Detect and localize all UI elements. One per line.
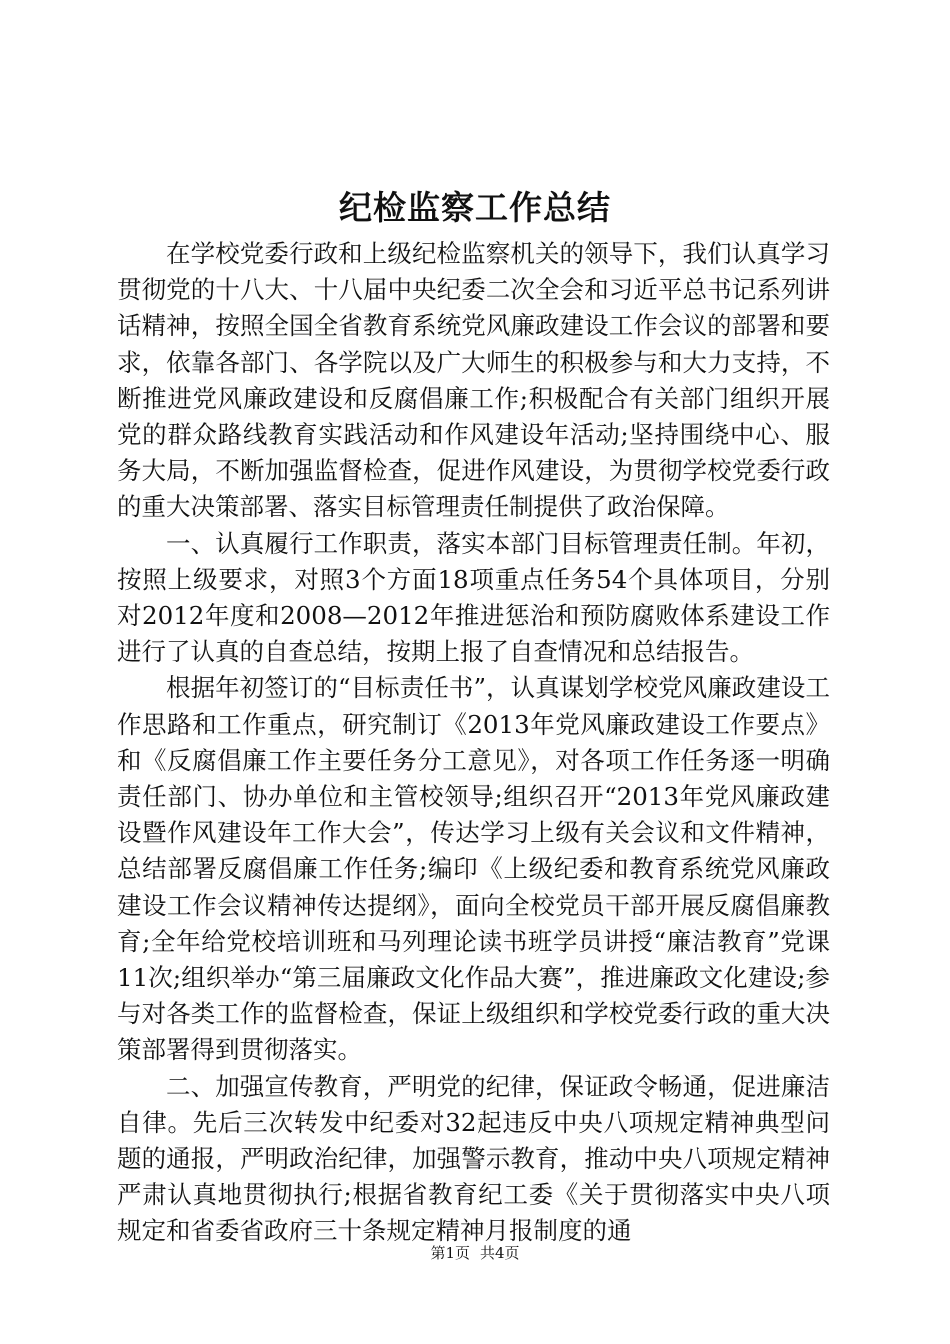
document-body: [117, 236, 830, 1250]
page-number: 第1页: [430, 1244, 470, 1262]
page-footer: [0, 1243, 950, 1263]
paragraph-section-one-detail: 根据年初签订的“目标责任书”，认真谋划学校党风廉政建设工作思路和工作重点，研究制订《2013年党风廉政建设工作要点》和《反腐倡廉工作主要任务分工意见》，对各项工作任务逐一明确责任部门、协办单位和主管校领导;组织召开“2013年党风廉政建设暨作风建设年工作大会”，传达学习上级有关会议和文件精神，总结部署反腐倡廉工作任务;编印《上级纪委和教育系统党风廉政建设工作会议精神传达提纲》，面向全校党员干部开展反腐倡廉教育;全年给党校培训班和马列理论读书班学员讲授“廉洁教育”党课11次;组织举办“第三届廉政文化作品大赛”，推进廉政文化建设;参与对各类工作的监督检查，保证上级组织和学校党委行政的重大决策部署得到贯彻落实。: [117, 673, 830, 1065]
paragraph-intro: 在学校党委行政和上级纪检监察机关的领导下，我们认真学习贯彻党的十八大、十八届中央纪委二次全会和习近平总书记系列讲话精神，按照全国全省教育系统党风廉政建设工作会议的部署和要求，依靠各部门、各学院以及广大师生的积极参与和大力支持，不断推进党风廉政建设和反腐倡廉工作;积极配合有关部门组织开展党的群众路线教育实践活动和作风建设年活动;坚持围绕中心、服务大局，不断加强监督检查，促进作风建设，为贯彻学校党委行政的重大决策部署、落实目标管理责任制提供了政治保障。: [117, 239, 830, 522]
paragraph-section-one: 一、认真履行工作职责，落实本部门目标管理责任制。年初，按照上级要求，对照3个方面18项重点任务54个具体项目，分别对2012年度和2008—2012年推进惩治和预防腐败体系建设工作进行了认真的自查总结，按期上报了自查情况和总结报告。: [117, 528, 830, 667]
paragraph-section-two: 二、加强宣传教育，严明党的纪律，保证政令畅通，促进廉洁自律。先后三次转发中纪委对32起违反中央八项规定精神典型问题的通报，严明政治纪律，加强警示教育，推动中央八项规定精神严肃认真地贯彻执行;根据省教育纪工委《关于贯彻落实中央八项规定和省委省政府三十条规定精神月报制度的通: [117, 1071, 830, 1246]
page-total: 共4页: [480, 1244, 520, 1262]
document-title: 纪检监察工作总结: [339, 188, 611, 227]
